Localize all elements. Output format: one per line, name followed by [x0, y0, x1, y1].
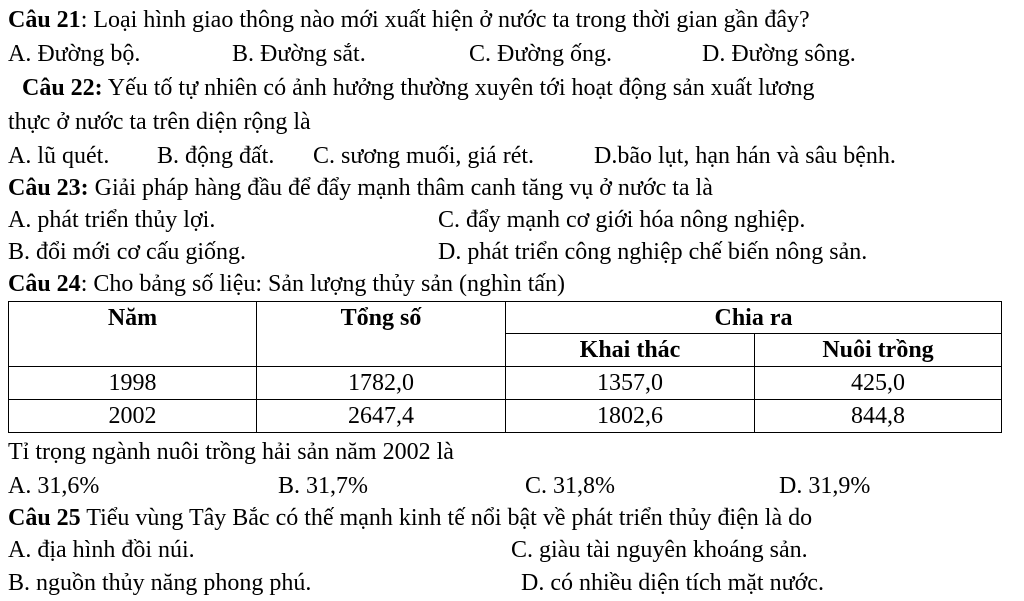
q21-option-d: D. Đường sông.	[702, 41, 856, 67]
cell-year: 1998	[9, 367, 257, 400]
cell-catch: 1357,0	[506, 367, 755, 400]
q25-option-c: C. giàu tài nguyên khoáng sản.	[511, 537, 808, 563]
cell-total: 2647,4	[257, 400, 506, 433]
header-year: Năm	[9, 302, 257, 367]
q24-option-d: D. 31,9%	[779, 473, 871, 499]
q23-option-a: A. phát triển thủy lợi.	[8, 207, 216, 233]
header-group: Chia ra	[506, 302, 1002, 334]
cell-farm: 844,8	[755, 400, 1002, 433]
q25-option-d: D. có nhiều diện tích mặt nước.	[521, 570, 824, 596]
q23-option-c: C. đẩy mạnh cơ giới hóa nông nghiệp.	[438, 207, 806, 233]
q24-option-a: A. 31,6%	[8, 473, 100, 499]
q21-option-c: C. Đường ống.	[469, 41, 613, 67]
header-farm: Nuôi trồng	[755, 334, 1002, 367]
q24-option-c: C. 31,8%	[525, 473, 615, 499]
cell-farm: 425,0	[755, 367, 1002, 400]
question-23-text: Giải pháp hàng đầu để đẩy mạnh thâm canh tăng vụ ở nước ta là	[88, 175, 713, 201]
q25-option-a: A. địa hình đồi núi.	[8, 537, 195, 563]
question-25-text: Tiểu vùng Tây Bắc có thế mạnh kinh tế nổi bật về phát triển thủy điện là do	[80, 505, 813, 531]
table-row	[9, 367, 1002, 400]
q23-option-b: B. đổi mới cơ cấu giống.	[8, 239, 247, 265]
fishery-table	[8, 301, 1002, 433]
question-23-label: Câu 23:	[8, 175, 89, 201]
question-24	[8, 272, 565, 296]
q25-option-b: B. nguồn thủy năng phong phú.	[8, 570, 312, 596]
q21-option-b: B. Đường sắt.	[232, 41, 366, 67]
question-24-label: Câu 24	[8, 271, 81, 297]
question-21-label: Câu 21	[8, 7, 81, 33]
question-22	[22, 76, 814, 100]
q22-option-c: C. sương muối, giá rét.	[313, 143, 535, 169]
table-row	[9, 400, 1002, 433]
question-22-text-cont: thực ở nước ta trên diện rộng là	[8, 109, 311, 135]
header-catch: Khai thác	[506, 334, 755, 367]
question-25-label: Câu 25	[8, 505, 81, 531]
question-24-prompt: Tỉ trọng ngành nuôi trồng hải sản năm 2002 là	[8, 439, 454, 465]
cell-total: 1782,0	[257, 367, 506, 400]
question-25	[8, 506, 812, 530]
q22-option-a: A. lũ quét.	[8, 143, 110, 169]
header-total: Tổng số	[257, 302, 506, 367]
question-23	[8, 176, 713, 200]
question-21-text: : Loại hình giao thông nào mới xuất hiện ở nước ta trong thời gian gần đây?	[80, 7, 810, 33]
q22-option-b: B. động đất.	[157, 143, 275, 169]
q22-option-d: D.bão lụt, hạn hán và sâu bệnh.	[594, 143, 896, 169]
cell-catch: 1802,6	[506, 400, 755, 433]
q24-option-b: B. 31,7%	[278, 473, 368, 499]
question-22-label: Câu 22:	[22, 75, 103, 101]
cell-year: 2002	[9, 400, 257, 433]
question-24-text: : Cho bảng số liệu: Sản lượng thủy sản (nghìn tấn)	[80, 271, 566, 297]
question-22-text: Yếu tố tự nhiên có ảnh hưởng thường xuyên tới hoạt động sản xuất lương	[102, 75, 815, 101]
q23-option-d: D. phát triển công nghiệp chế biến nông sản.	[438, 239, 868, 265]
q21-option-a: A. Đường bộ.	[8, 41, 141, 67]
question-21	[8, 8, 810, 32]
